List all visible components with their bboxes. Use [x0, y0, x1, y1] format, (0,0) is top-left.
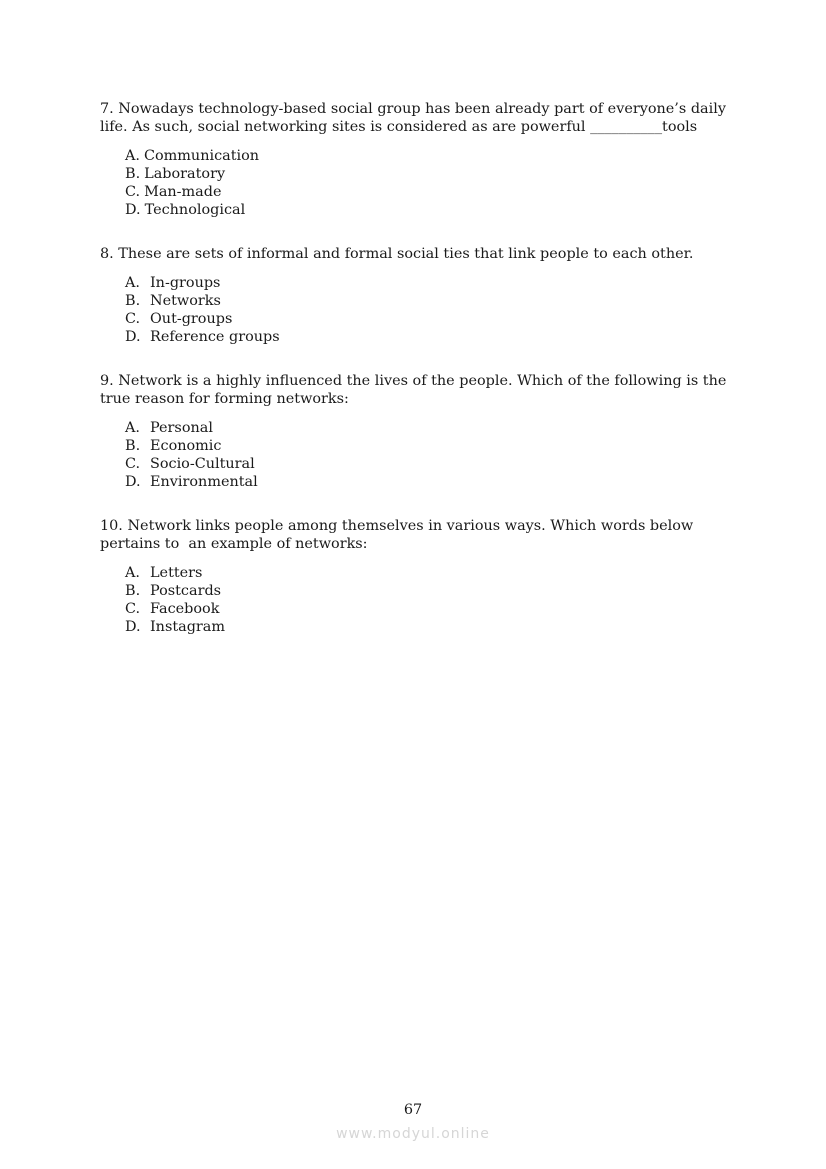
choice-text: Reference groups: [150, 329, 280, 345]
choice-text: Technological: [144, 202, 246, 218]
choice-text: Out-groups: [150, 311, 233, 327]
choice-letter: C.: [125, 184, 141, 200]
choice-list: [100, 564, 740, 636]
choice-d: [125, 473, 740, 491]
choice-text: Postcards: [150, 583, 222, 599]
choice-letter: C.: [125, 456, 141, 472]
choice-text: Communication: [143, 148, 260, 164]
watermark: www.modyul.online: [336, 1126, 490, 1142]
choice-a: [125, 274, 740, 292]
choice-d: [125, 618, 740, 636]
choice-letter: A.: [125, 148, 140, 164]
choice-d: [125, 328, 740, 346]
choice-letter: A.: [125, 420, 140, 436]
choice-letter: B.: [125, 583, 141, 599]
choice-text: Personal: [150, 420, 213, 436]
choice-letter: D.: [125, 329, 141, 345]
choice-a: [125, 419, 740, 437]
choice-list: [100, 419, 740, 491]
choice-list: [100, 147, 740, 219]
choice-b: [125, 292, 740, 310]
choice-text: Environmental: [150, 474, 258, 490]
choice-letter: D.: [125, 619, 141, 635]
choice-text: Economic: [150, 438, 222, 454]
choice-letter: D.: [125, 202, 141, 218]
choice-c: [125, 455, 740, 473]
choice-text: Letters: [150, 565, 203, 581]
choice-letter: C.: [125, 601, 141, 617]
choice-text: Instagram: [150, 619, 226, 635]
question-text: 7. Nowadays technology-based social group has been already part of everyone’s daily life. As such, social networking sites is considered as are powerful __________tools: [100, 101, 731, 135]
question-10: [100, 517, 740, 636]
choice-a: [125, 147, 740, 165]
choice-letter: B.: [125, 438, 141, 454]
choice-letter: C.: [125, 311, 141, 327]
choice-b: [125, 437, 740, 455]
choice-letter: D.: [125, 474, 141, 490]
choice-c: [125, 600, 740, 618]
question-text: 9. Network is a highly influenced the lives of the people. Which of the following is the true reason for forming networks:: [100, 373, 731, 407]
choice-c: [125, 183, 740, 201]
question-8: [100, 245, 740, 346]
question-text: 10. Network links people among themselves in various ways. Which words below pertains to an example of networks:: [100, 518, 698, 552]
page-number: 67: [403, 1102, 423, 1118]
choice-text: In-groups: [150, 275, 221, 291]
choice-letter: B.: [125, 293, 141, 309]
choice-letter: A.: [125, 275, 140, 291]
choice-list: [100, 274, 740, 346]
choice-a: [125, 564, 740, 582]
choice-c: [125, 310, 740, 328]
choice-d: [125, 201, 740, 219]
question-9: [100, 372, 740, 491]
question-7: [100, 100, 740, 219]
choice-text: Networks: [150, 293, 221, 309]
choice-b: [125, 165, 740, 183]
choice-text: Man-made: [144, 184, 222, 200]
choice-b: [125, 582, 740, 600]
choice-text: Laboratory: [144, 166, 226, 182]
question-text: 8. These are sets of informal and formal social ties that link people to each other.: [100, 246, 694, 262]
choice-letter: B.: [125, 166, 141, 182]
choice-letter: A.: [125, 565, 140, 581]
choice-text: Socio-Cultural: [150, 456, 255, 472]
choice-text: Facebook: [150, 601, 220, 617]
